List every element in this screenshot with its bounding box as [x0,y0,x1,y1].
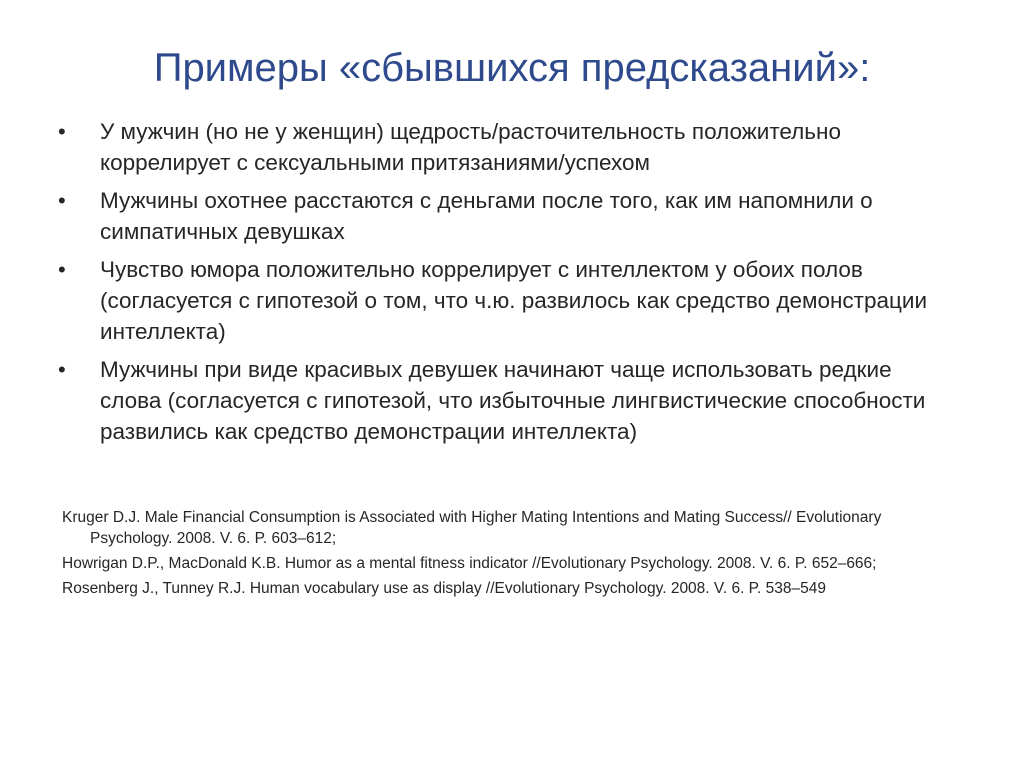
bullet-list [58,116,958,454]
reference-item: Kruger D.J. Male Financial Consumption is Associated with Higher Mating Intentions and Mating Success// Evolutionary Psychology. 2008. V. 6. P. 603–612; [62,509,882,547]
references [62,507,962,603]
bullet-icon: • [58,257,66,282]
bullet-item [58,185,958,247]
bullet-text: У мужчин (но не у женщин) щедрость/расточительность положительно коррелирует с сексуальными притязаниями/успехом [100,119,841,175]
bullet-item [58,254,958,347]
bullet-icon: • [58,357,66,382]
reference-item: Rosenberg J., Tunney R.J. Human vocabulary use as display //Evolutionary Psychology. 2008. V. 6. P. 538–549 [62,580,826,597]
bullet-text: Чувство юмора положительно коррелирует с интеллектом у обоих полов (согласуется с гипотезой о том, что ч.ю. развилось как средство демонстрации интеллекта) [100,257,928,344]
bullet-icon: • [58,119,66,144]
bullet-icon: • [58,188,66,213]
bullet-item [58,116,958,178]
bullet-item [58,354,958,447]
bullet-text: Мужчины охотнее расстаются с деньгами после того, как им напомнили о симпатичных девушках [100,188,873,244]
reference-item: Howrigan D.P., MacDonald K.B. Humor as a mental fitness indicator //Evolutionary Psychology. 2008. V. 6. P. 652–666; [62,555,877,572]
slide-title: Примеры «сбывшихся предсказаний»: [153,46,871,90]
bullet-text: Мужчины при виде красивых девушек начинают чаще использовать редкие слова (согласуется с гипотезой, что избыточные лингвистические способности развились как средство демонстрации интеллекта) [100,357,926,444]
